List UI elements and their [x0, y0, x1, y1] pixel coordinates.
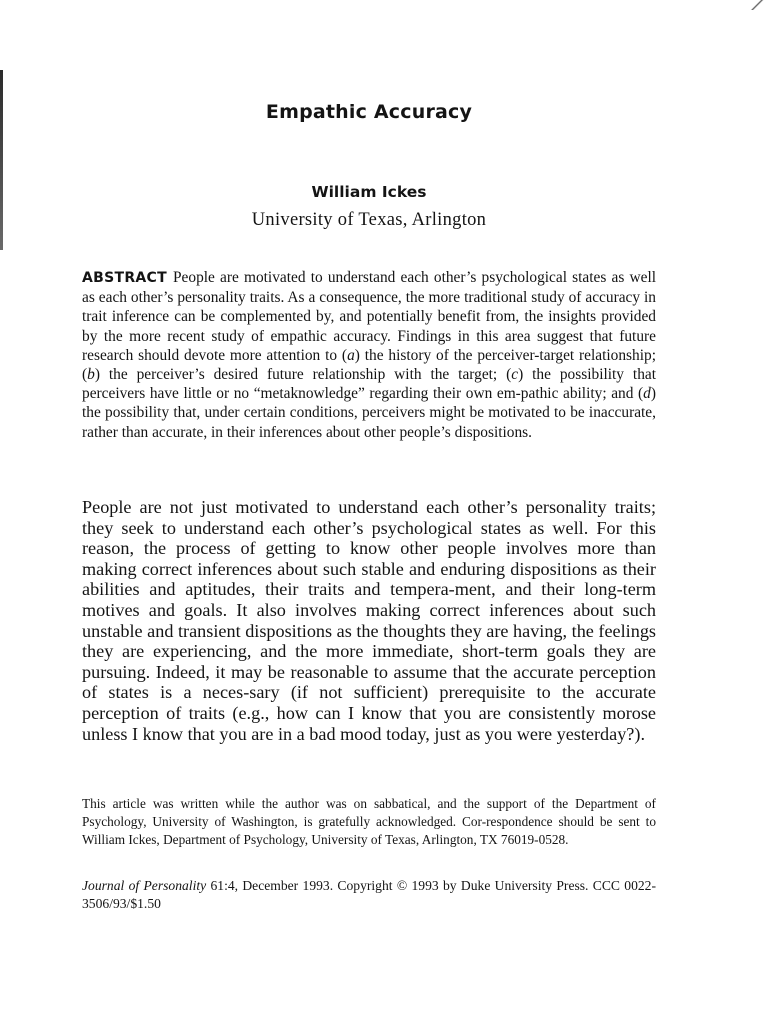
author-name: William Ickes: [311, 183, 427, 201]
scan-corner-mark: [746, 0, 768, 10]
abstract-text-part: People are motivated to understand each other’s psychological states as well as each other’s personality traits. As a consequence, the more traditional study of accuracy in trait inference can be complemented by, and potentially benefit from, the insights provided by the more recent study of empathic accuracy. Findings in this area suggest that future research should devote more attention to (: [82, 269, 656, 364]
abstract-list-marker: d: [643, 385, 651, 403]
author-footnote: This article was written while the author was on sabbatical, and the support of the Department of Psychology, University of Washington, is gratefully acknowledged. Cor-respondence should be sent to William Ickes, Department of Psychology, University of Texas, Arlington, TX 76019-0528.: [82, 796, 656, 847]
abstract-text-part: ) the possibility that perceivers have little or no “metaknowledge” regarding their own em-pathic ability; and (: [82, 366, 656, 403]
abstract-label: ABSTRACT: [82, 270, 167, 286]
scan-edge-shadow: [0, 70, 3, 250]
journal-name: Journal of Personality: [82, 878, 207, 893]
abstract-text-part: ) the perceiver’s desired future relationship with the target; (: [94, 366, 512, 384]
citation-details: 61:4, December 1993. Copyright © 1993 by Duke University Press. CCC 0022-3506/93/$1.50: [82, 878, 656, 911]
abstract-list-marker: b: [87, 366, 95, 384]
abstract-list-marker: a: [347, 346, 355, 364]
abstract-paragraph: [82, 268, 656, 442]
journal-citation: [82, 877, 656, 913]
author-affiliation: University of Texas, Arlington: [251, 210, 487, 230]
body-paragraph: People are not just motivated to understand each other’s personality traits; they seek to understand each other’s psychological states as well. For this reason, the process of getting to know other people involves more than making correct inferences about such stable and enduring dispositions as their abilities and aptitudes, their traits and tempera-ment, and their long-term motives and goals. It also involves making correct inferences about such unstable and transient dispositions as the thoughts they are having, the feelings they are experiencing, and the more immediate, short-term goals they are pursuing. Indeed, it may be reasonable to assume that the accurate perception of states is a neces-sary (if not sufficient) prerequisite to the accurate perception of traits (e.g., how can I know that you are consistently morose unless I know that you are in a bad mood today, just as you were yesterday?).: [82, 497, 656, 744]
abstract-text-part: ) the history of the perceiver-target relationship; (: [82, 346, 656, 384]
abstract-list-marker: c: [511, 366, 519, 384]
abstract-text-part: ) the possibility that, under certain conditions, perceivers might be motivated to be inaccurate, rather than accurate, in their inferences about other people’s dispositions.: [82, 385, 656, 441]
article-title: Empathic Accuracy: [265, 101, 473, 123]
